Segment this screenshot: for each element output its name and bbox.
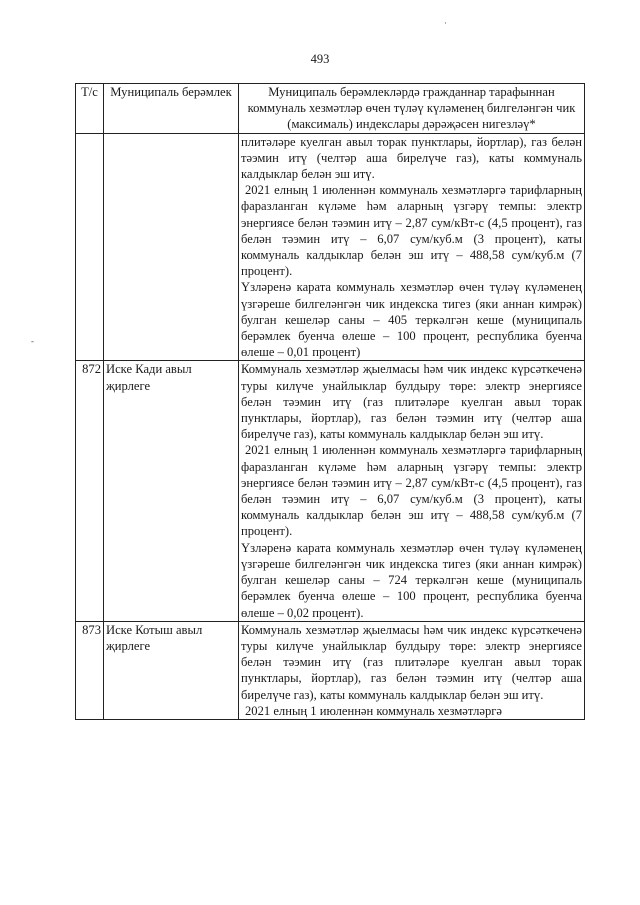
row-paragraph: 2021 елның 1 июленнән коммуналь хезмәтләргә тарифларның фаразланган күләме һәм аларның үзгәрү темпы: электр энергиясе белән тәэмин итү – 2,87 сум/кВт-с (4,5 процент), газ белән тәэмин итү – 6,07 сум/куб.м (3 процент), каты коммуналь калдыклар белән эш итү – 488,58 сум/куб.м (7 процент).	[241, 443, 582, 539]
row-paragraph: Коммуналь хезмәтләр җыелмасы һәм чик индекс күрсәткеченә туры килүче унайлыклар булдыру төре: электр энергиясе белән тәэмин итү (газ плитәләре куелган авыл торак пунктлары, йортлар), газ белән тәэмин итү (челтәр аша бирелүче газ), каты коммуналь калдыклар белән эш итү.	[241, 622, 582, 702]
table-row	[76, 133, 585, 361]
table-row	[76, 621, 585, 719]
row-paragraph: Үзләренә карата коммуналь хезмәтләр өчен түләү күләменең үзгәреше билгеләнгән чик индекска тигез (яки аннан кимрәк) булган кешеләр саны – 724 теркәлгән кеше (муниципаль берәмлек буенча өлеше – 100 процент, республика буенча өлеше – 0,02 процент).	[241, 540, 582, 620]
row-paragraph: 2021 елның 1 июленнән коммуналь хезмәтләргә тарифларның фаразланган күләме һәм аларның үзгәрү темпы: электр энергиясе белән тәэмин итү – 2,87 сум/кВт-с (4,5 процент), газ белән тәэмин итү – 6,07 сум/куб.м (3 процент), каты коммуналь калдыклар белән эш итү – 488,58 сум/куб.м (7 процент).	[241, 183, 582, 279]
row-num: 873	[76, 621, 104, 719]
table-row	[76, 361, 585, 621]
row-description	[239, 361, 585, 621]
row-description	[239, 621, 585, 719]
row-num: 872	[76, 361, 104, 621]
scan-speck: ‑	[31, 336, 34, 346]
row-municipality	[104, 133, 239, 361]
row-paragraph: плитәләре куелган авыл торак пунктлары, йортлар), газ белән тәэмин итү (челтәр аша бирелүче газ), каты коммуналь калдыклар белән эш итү.	[241, 134, 582, 182]
row-paragraph: 2021 елның 1 июленнән коммуналь хезмәтләргә	[245, 703, 502, 718]
table-header-row	[76, 84, 585, 134]
header-num: Т/с	[76, 84, 104, 134]
header-description: Муниципаль берәмлекләрдә гражданнар тарафыннан коммуналь хезмәтләр өчен түләү күләменең билгеләнгән чик (максималь) индекслары дәрәҗәсен нигезләү*	[239, 84, 585, 134]
scan-speck: ·	[444, 18, 447, 28]
header-municipality: Муниципаль берәмлек	[104, 84, 239, 134]
row-paragraph: Коммуналь хезмәтләр җыелмасы һәм чик индекс күрсәткеченә туры килүче унайлыклар булдыру төре: электр энергиясе белән тәэмин итү (газ плитәләре куелган авыл торак пунктлары, йортлар), газ белән тәэмин итү (челтәр аша бирелүче газ), каты коммуналь калдыклар белән эш итү.	[241, 362, 582, 442]
row-paragraph: Үзләренә карата коммуналь хезмәтләр өчен түләү күләменең үзгәреше билгеләнгән чик индекска тигез (яки аннан кимрәк) булган кешеләр саны – 405 теркәлгән кеше (муниципаль берәмлек буенча өлеше – 100 процент, республика буенча өлеше – 0,01 процент)	[241, 280, 582, 360]
row-municipality: Иске Кади авыл җирлеге	[104, 361, 239, 621]
index-table	[75, 83, 585, 720]
page-number: 493	[310, 52, 330, 66]
row-description	[239, 133, 585, 361]
row-num	[76, 133, 104, 361]
row-municipality: Иске Котыш авыл җирлеге	[104, 621, 239, 719]
